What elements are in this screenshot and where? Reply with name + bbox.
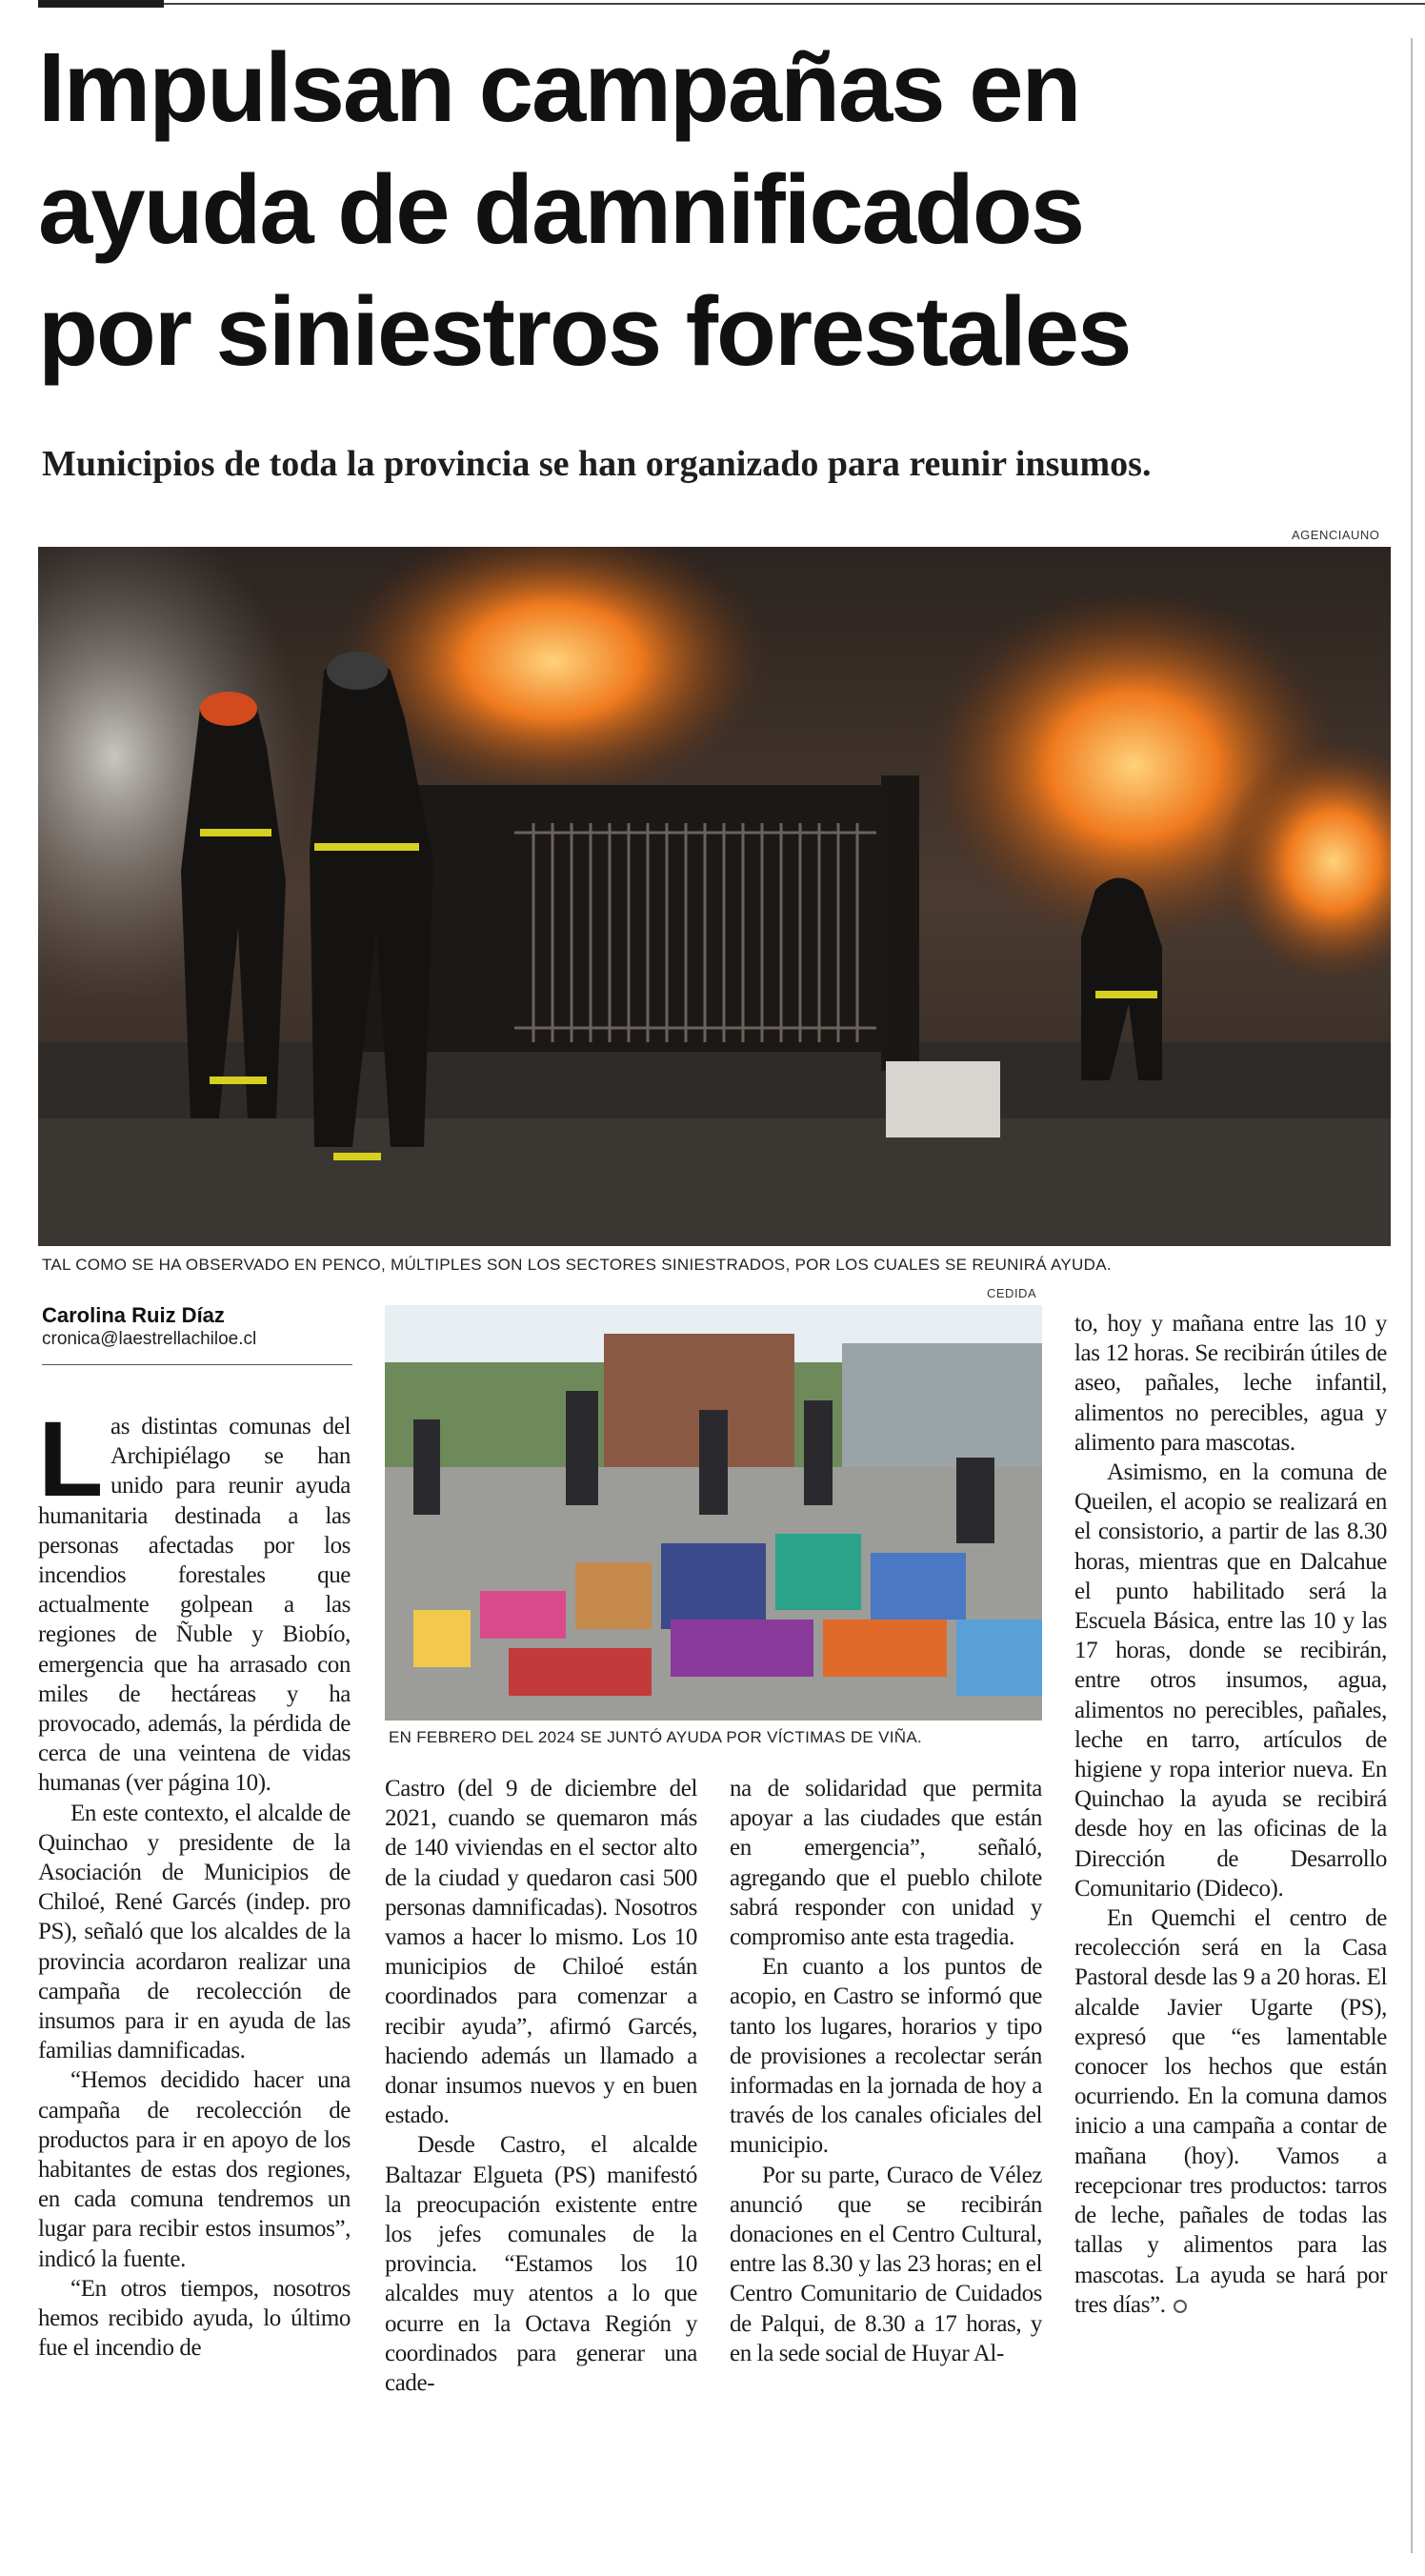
right-edge-rule [1411,38,1413,2553]
byline-author: Carolina Ruiz Díaz [42,1303,225,1327]
body-column-3 [730,1774,1042,2368]
main-photo [38,547,1391,1246]
col3-paragraph-1: na de solidaridad que permita apoyar a las ciudades que están en emergencia”, señaló, agregando que el pueblo chilote sabrá responder con unidad y compromiso ante esta tragedia. [730,1776,1042,1951]
drop-cap: L [38,1399,104,1519]
col1-paragraph-4: “En otros tiempos, nosotros hemos recibido ayuda, lo último fue el incendio de [38,2275,351,2362]
byline-email: cronica@laestrellachiloe.cl [42,1329,257,1349]
top-rule [0,0,1425,10]
col4-paragraph-2: Asimismo, en la comuna de Queilen, el acopio se realizará en el consistorio, a partir de las 8.30 horas, mientras que en Dalcahue el punto habilitado será la Escuela Básica, entre las 10 y las 17 horas, donde se recibirán, entre otros insumos, agua, alimentos no perecibles, pañales, leche en tarro, artículos de higiene y ropa interior nueva. En Quinchao la ayuda se recibirá desde hoy en las oficinas de la Dirección de Desarrollo Comunitario (Dideco). [1074,1459,1387,1902]
col2-paragraph-1: Castro (del 9 de diciembre del 2021, cuando se quemaron más de 140 viviendas en el sector alto de la ciudad y quedaron casi 500 personas damnificadas). Nosotros vamos a hacer lo mismo. Los 10 municipios de Chiloé están coordinados para comenzar a recibir ayuda”, afirmó Garcés, haciendo además un llamado a donar insumos nuevos y en buen estado. [385,1776,697,2129]
second-photo-caption: EN FEBRERO DEL 2024 SE JUNTÓ AYUDA POR VÍCTIMAS DE VIÑA. [389,1728,922,1746]
second-photo-credit: CEDIDA [987,1286,1037,1300]
body-column-1 [38,1399,351,2364]
end-of-article-icon [1174,2300,1187,2313]
col1-paragraph-2: En este contexto, el alcalde de Quinchao y presidente de la Asociación de Municipios de Chiloé, René Garcés (indep. pro PS), señaló que los alcaldes de la provincia acordaron realizar una campaña de recolección de insumos para ir en ayuda de las familias damnificadas. [38,1800,351,2064]
body-column-2 [385,1774,697,2398]
fire-scene-illustration [38,547,1391,1246]
main-photo-caption: TAL COMO SE HA OBSERVADO EN PENCO, MÚLTIPLES SON LOS SECTORES SINIESTRADOS, POR LOS CUALES SE REUNIRÁ AYUDA. [42,1256,1112,1274]
donations-scene-illustration [385,1305,1042,1721]
top-line [164,3,1425,5]
col3-paragraph-2: En cuanto a los puntos de acopio, en Castro se informó que tanto los lugares, horarios y tipo de provisiones a recolectar serán informadas en la jornada de hoy a través de los canales oficiales del municipio. [730,1954,1042,2159]
col4-paragraph-3: En Quemchi el centro de recolección será en la Casa Pastoral desde las 9 a 20 horas. El alcalde Javier Ugarte (PS), expresó que “es lamentable conocer los hechos que están ocurriendo. En la comuna damos inicio a una campaña a contar de mañana (hoy). Vamos a recepcionar tres productos: tarros de leche, pañales de todas las tallas y alimentos para las mascotas. La ayuda se hará por tres días”. [1074,1905,1387,2318]
donations-photo [385,1305,1042,1721]
col4-paragraph-1: to, hoy y mañana entre las 10 y las 12 horas. Se recibirán útiles de aseo, pañales, leche infantil, alimentos no perecibles, agua y alimento para mascotas. [1074,1311,1387,1456]
col2-paragraph-2: Desde Castro, el alcalde Baltazar Elgueta (PS) manifestó la preocupación existente entre los jefes comunales de la provincia. “Estamos los 10 alcaldes muy atentos a lo que ocurre en la Octava Región y coordinados para generar una cade- [385,2132,697,2397]
headline: Impulsan campañas en ayuda de damnificados por siniestros forestales [38,32,1131,386]
main-photo-credit: AGENCIAUNO [1292,528,1380,542]
col3-paragraph-3: Por su parte, Curaco de Vélez anunció que se recibirán donaciones en el Centro Cultural, entre las 8.30 y las 23 horas; en el Centro Comunitario de Cuidados de Palqui, de 8.30 a 17 horas, y en la sede social de Huyar Al- [730,2162,1042,2366]
subheadline: Municipios de toda la provincia se han organizado para reunir insumos. [42,444,1152,484]
body-column-4 [1074,1309,1387,2320]
byline-divider [42,1364,352,1365]
col1-paragraph-3: “Hemos decidido hacer una campaña de recolección de productos para ir en apoyo de los habitantes de estas dos regiones, en cada comuna tendremos un lugar para recibir estos insumos”, indicó la fuente. [38,2067,351,2272]
section-marker [38,0,164,8]
col1-paragraph-1: Las distintas comunas del Archipiélago se han unido para reunir ayuda humanitaria destinada a las personas afectadas por los incendios forestales que actualmente golpean a las regiones de Ñuble y Biobío, emergencia que ha arrasado con miles de hectáreas y ha provocado, además, la pérdida de cerca de una veintena de vidas humanas (ver página 10). [38,1399,351,1797]
